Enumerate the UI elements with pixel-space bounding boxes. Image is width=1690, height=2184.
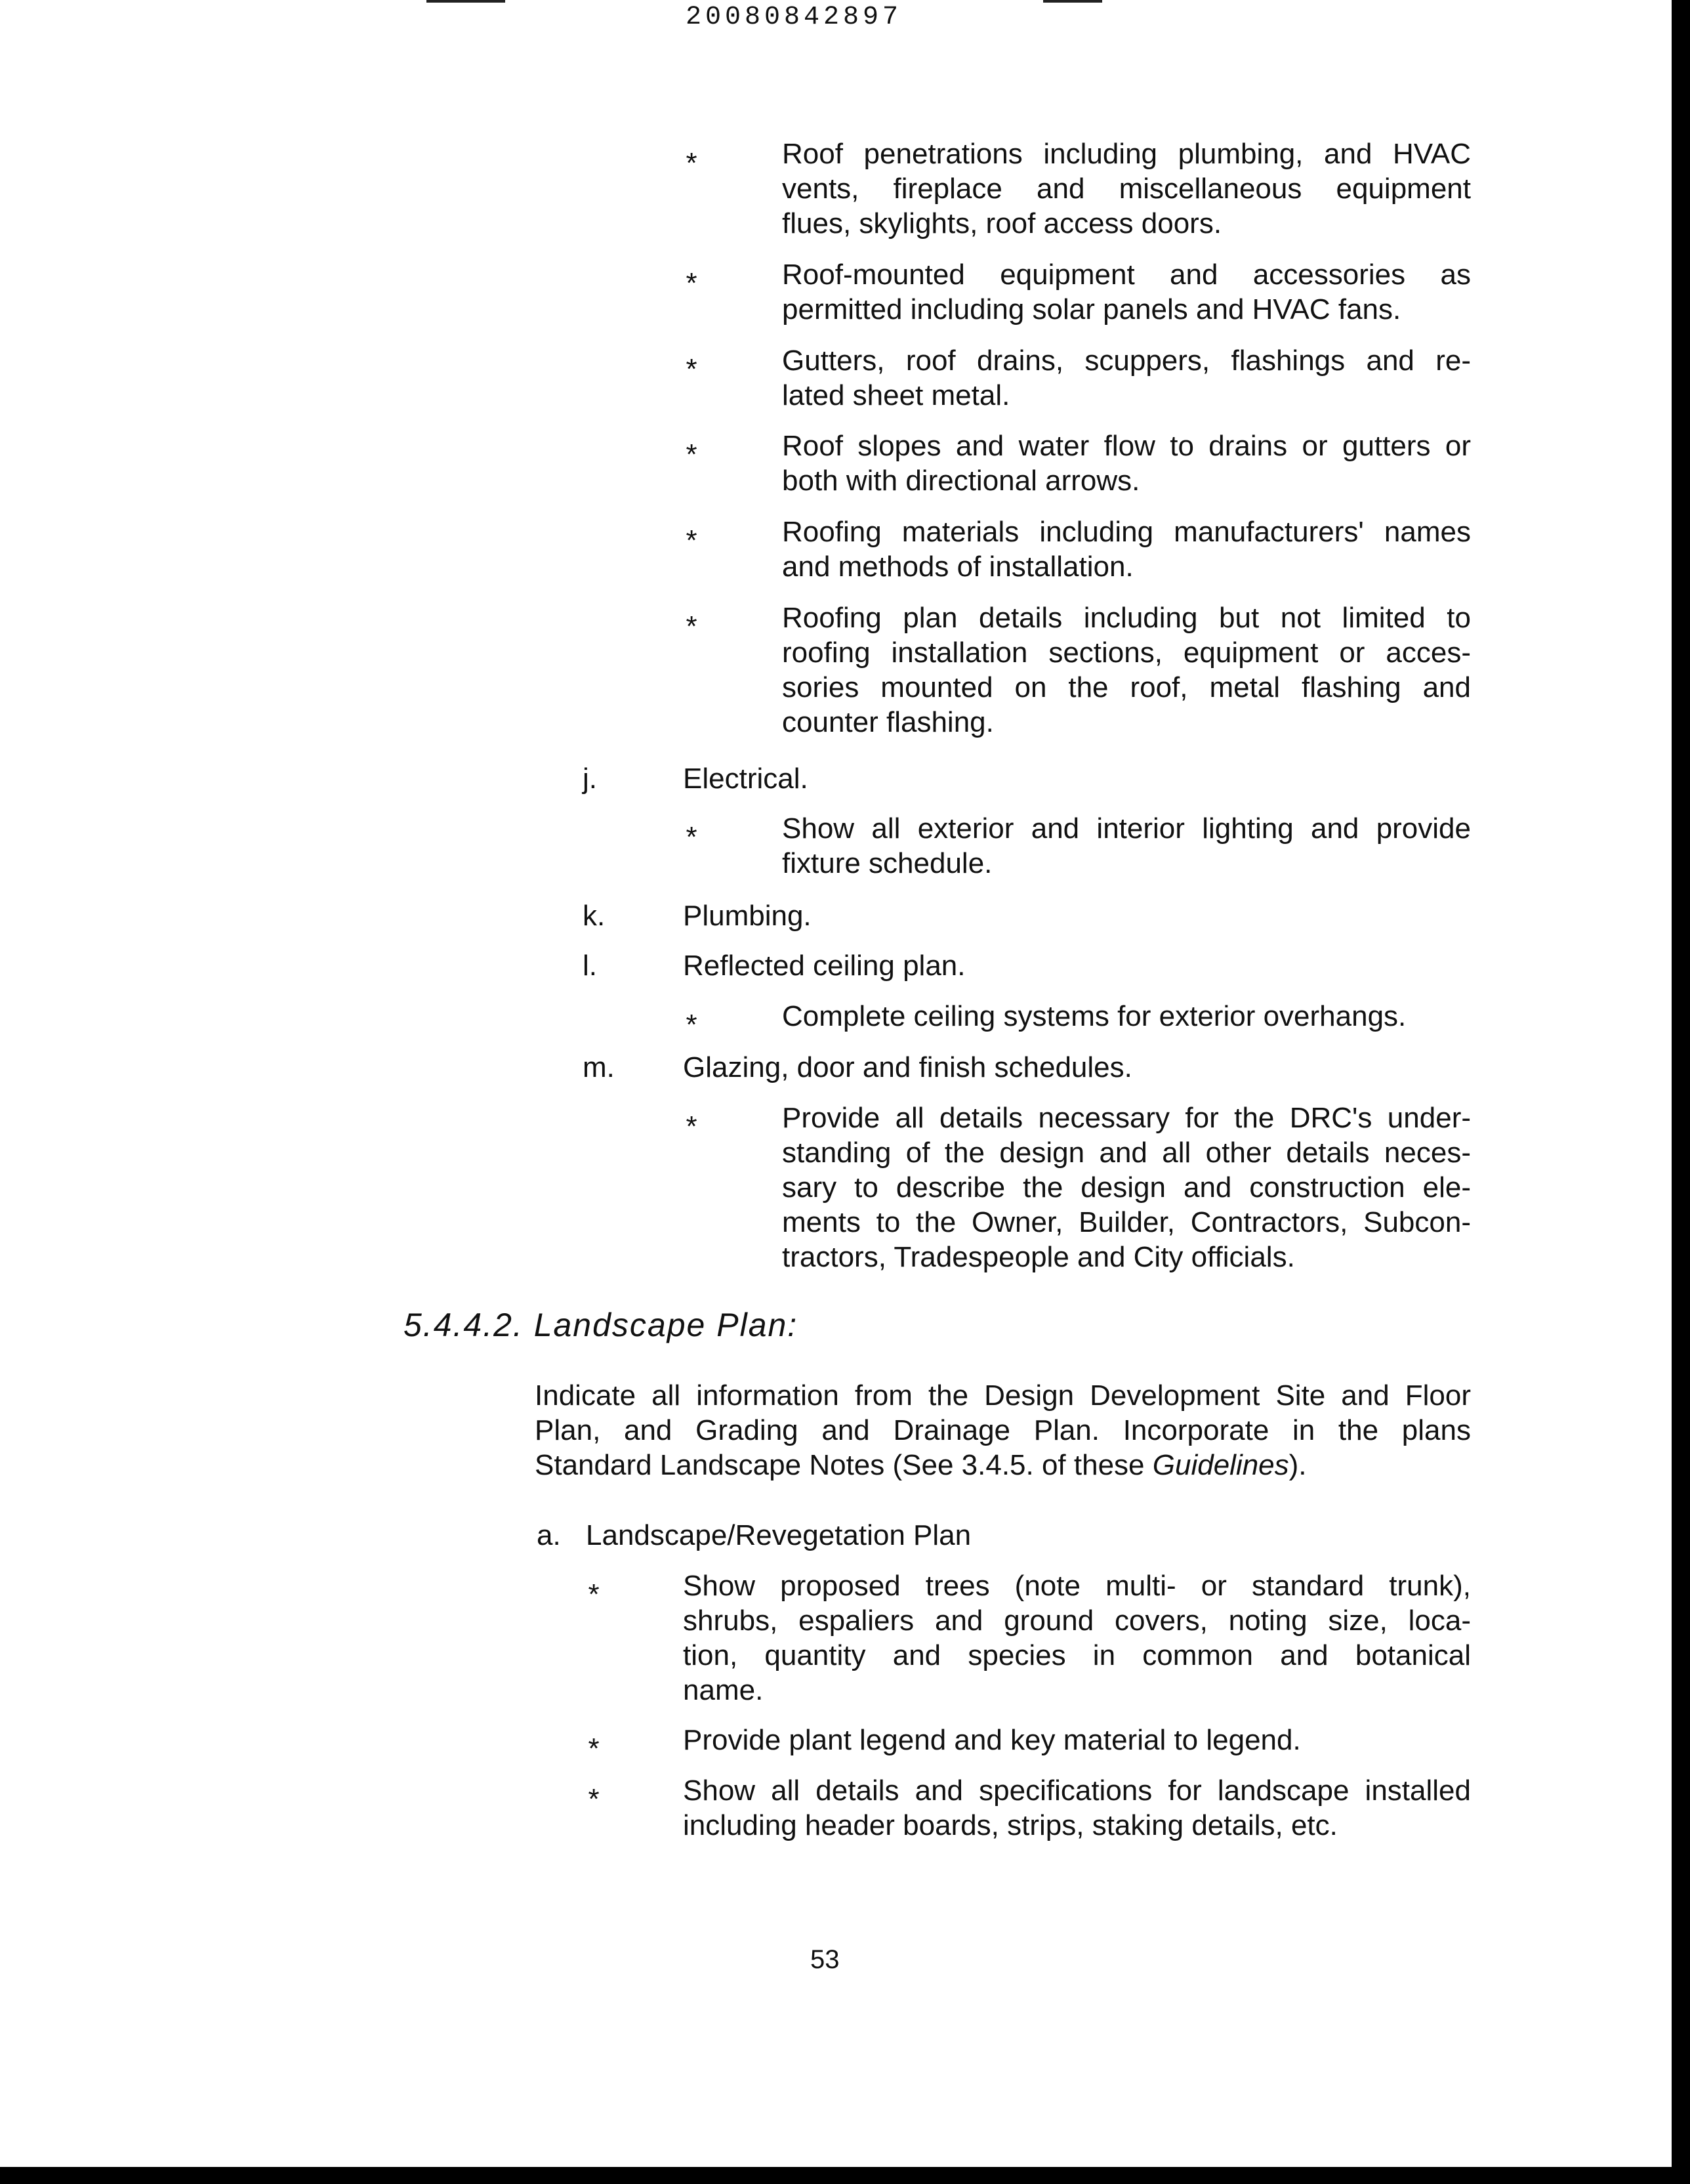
electrical-bullet-line-2: fixture schedule. <box>782 847 993 879</box>
landscape-bullet-3-line-1: Show all details and specifications for landscape installed <box>683 1774 1471 1807</box>
roof-bullet-6-line-2: roofing installation sections, equipment or acces- <box>782 637 1471 669</box>
roof-bullet-3-line-2: lated sheet metal. <box>782 379 1010 411</box>
bullet-star: * <box>686 524 697 556</box>
intro-line-2: Plan, and Grading and Drainage Plan. Incorporate in the plans <box>535 1414 1471 1446</box>
intro-line-3-suffix: ). <box>1288 1449 1307 1481</box>
item-title-reflected-ceiling: Reflected ceiling plan. <box>683 950 966 982</box>
sub-letter-a: a. <box>537 1519 561 1551</box>
section-title: 5.4.4.2. Landscape Plan: <box>403 1307 798 1343</box>
landscape-bullet-1-line-4: name. <box>683 1674 764 1706</box>
bullet-star: * <box>686 1009 697 1041</box>
item-letter-j: j. <box>583 763 597 795</box>
intro-line-3 <box>535 1448 1471 1482</box>
glazing-bullet-line-3: sary to describe the design and construction ele- <box>782 1171 1471 1204</box>
roof-bullet-5-line-2: and methods of installation. <box>782 551 1134 583</box>
item-title-electrical: Electrical. <box>683 763 808 795</box>
glazing-bullet-line-1: Provide all details necessary for the DRC's under- <box>782 1102 1471 1134</box>
bullet-star: * <box>588 1783 600 1815</box>
sub-title-landscape-plan: Landscape/Revegetation Plan <box>586 1519 972 1551</box>
header-rule-left <box>426 0 505 3</box>
ceiling-bullet-line-1: Complete ceiling systems for exterior overhangs. <box>782 1000 1407 1032</box>
roof-bullet-6-line-4: counter flashing. <box>782 706 994 738</box>
bullet-star: * <box>588 1732 600 1765</box>
intro-line-1: Indicate all information from the Design Development Site and Floor <box>535 1379 1471 1412</box>
landscape-bullet-1-line-2: shrubs, espaliers and ground covers, noting size, loca- <box>683 1605 1471 1637</box>
landscape-bullet-2-line-1: Provide plant legend and key material to legend. <box>683 1724 1301 1756</box>
document-number: 20080842897 <box>685 3 903 32</box>
roof-bullet-5-line-1: Roofing materials including manufacturers' names <box>782 516 1471 548</box>
roof-bullet-1-line-2: vents, fireplace and miscellaneous equipment <box>782 173 1471 205</box>
glazing-bullet-line-2: standing of the design and all other details neces- <box>782 1137 1471 1169</box>
bullet-star: * <box>686 353 697 385</box>
item-letter-k: k. <box>583 900 606 932</box>
bullet-star: * <box>686 821 697 853</box>
electrical-bullet-line-1: Show all exterior and interior lighting and provide <box>782 812 1471 845</box>
roof-bullet-4-line-2: both with directional arrows. <box>782 465 1140 497</box>
scan-border-right <box>1672 0 1690 2184</box>
landscape-bullet-1-line-1: Show proposed trees (note multi- or standard trunk), <box>683 1570 1471 1602</box>
item-letter-m: m. <box>583 1051 615 1083</box>
bullet-star: * <box>686 267 697 299</box>
roof-bullet-2-line-2: permitted including solar panels and HVAC fans. <box>782 293 1401 326</box>
item-letter-l: l. <box>583 950 597 982</box>
scan-border-bottom <box>0 2167 1690 2184</box>
bullet-star: * <box>686 610 697 642</box>
roof-bullet-6-line-3: sories mounted on the roof, metal flashing and <box>782 671 1471 704</box>
bullet-star: * <box>588 1578 600 1610</box>
roof-bullet-1-line-3: flues, skylights, roof access doors. <box>782 207 1222 240</box>
item-title-glazing: Glazing, door and finish schedules. <box>683 1051 1132 1083</box>
glazing-bullet-line-4: ments to the Owner, Builder, Contractors, Subcon- <box>782 1206 1471 1238</box>
page-number: 53 <box>810 1945 840 1974</box>
item-title-plumbing: Plumbing. <box>683 900 812 932</box>
roof-bullet-1-line-1: Roof penetrations including plumbing, and HVAC <box>782 138 1471 170</box>
roof-bullet-3-line-1: Gutters, roof drains, scuppers, flashings and re- <box>782 345 1471 377</box>
intro-line-3-prefix: Standard Landscape Notes (See 3.4.5. of these <box>535 1449 1153 1481</box>
roof-bullet-6-line-1: Roofing plan details including but not limited to <box>782 602 1471 634</box>
bullet-star: * <box>686 147 697 179</box>
header-rule-right <box>1043 0 1102 3</box>
landscape-bullet-3-line-2: including header boards, strips, staking details, etc. <box>683 1809 1338 1841</box>
roof-bullet-4-line-1: Roof slopes and water flow to drains or gutters or <box>782 430 1471 462</box>
guidelines-italic: Guidelines <box>1152 1449 1289 1481</box>
roof-bullet-2-line-1: Roof-mounted equipment and accessories as <box>782 259 1471 291</box>
bullet-star: * <box>686 438 697 471</box>
glazing-bullet-line-5: tractors, Tradespeople and City officials. <box>782 1241 1295 1273</box>
landscape-bullet-1-line-3: tion, quantity and species in common and botanical <box>683 1639 1471 1671</box>
bullet-star: * <box>686 1110 697 1143</box>
